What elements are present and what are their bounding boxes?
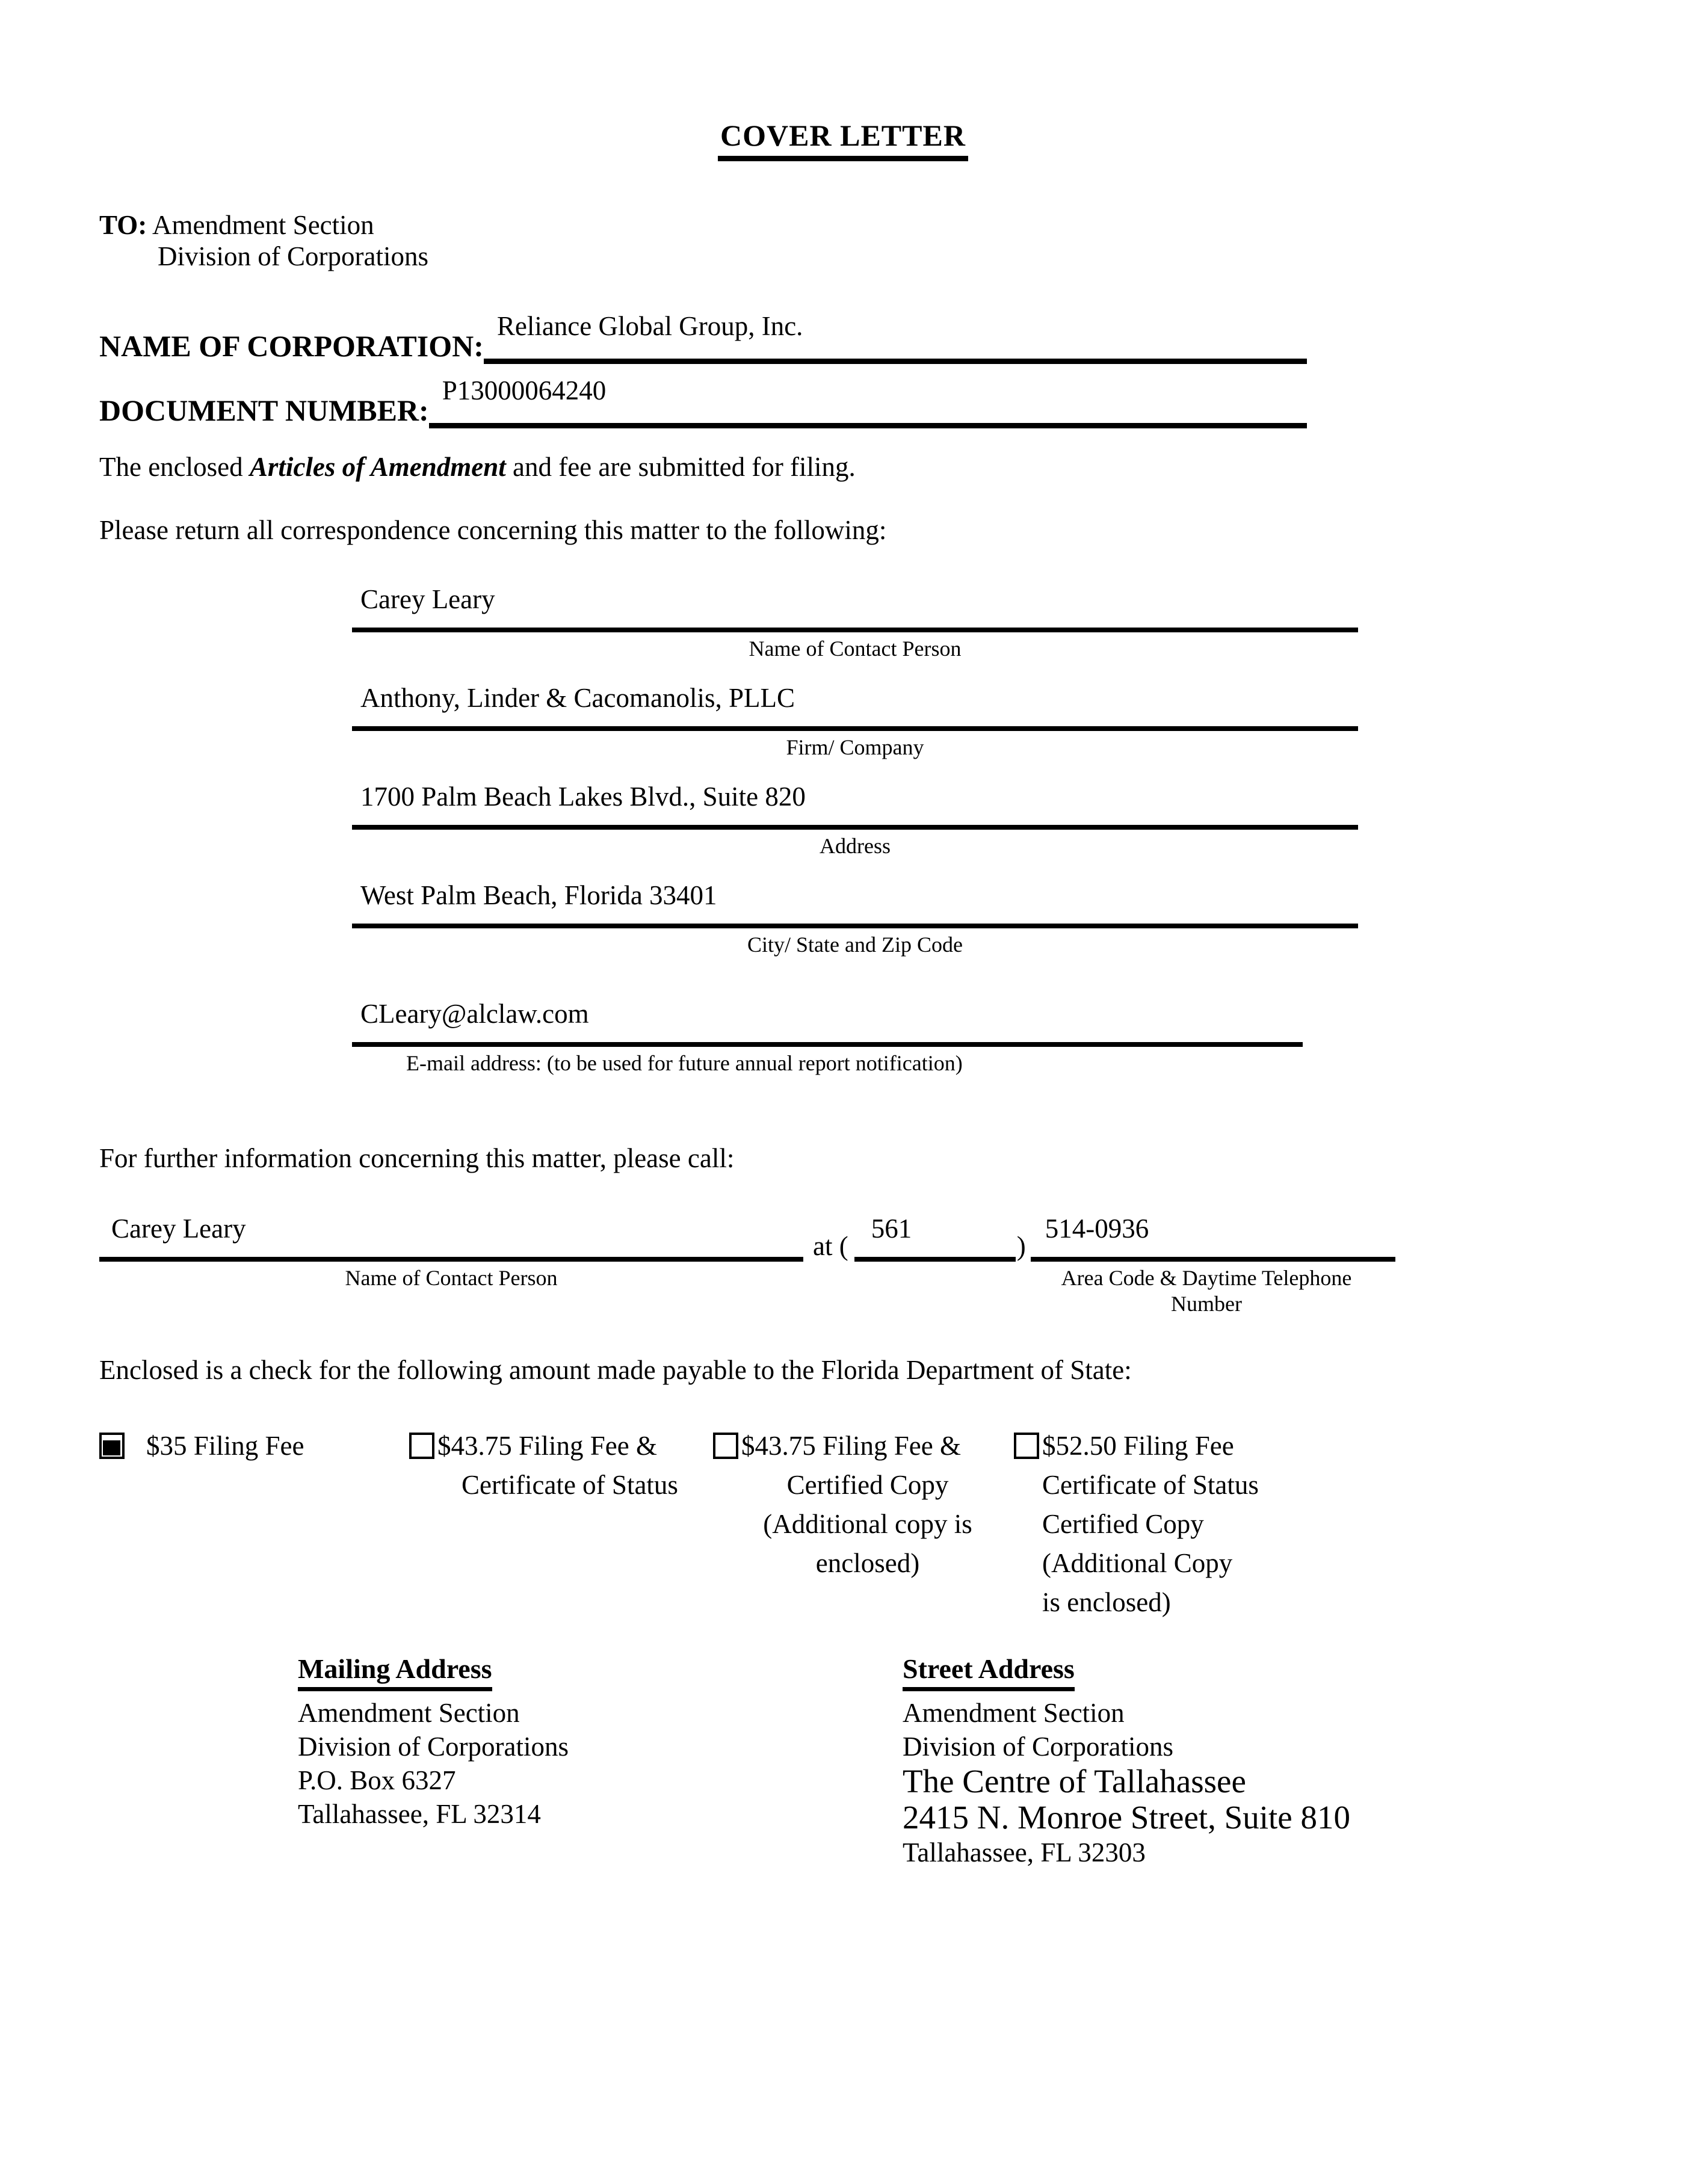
filing-fee-options bbox=[99, 1427, 1686, 1622]
fee-4375-copy-label-line4: enclosed) bbox=[815, 1548, 920, 1578]
document-number-row bbox=[99, 375, 1307, 428]
address-value: 1700 Palm Beach Lakes Blvd., Suite 820 bbox=[360, 782, 806, 812]
phone-paren-close: ) bbox=[1016, 1231, 1026, 1261]
city-state-zip-value: West Palm Beach, Florida 33401 bbox=[360, 880, 717, 910]
phone-number-label: Area Code & Daytime Telephone Number bbox=[1061, 1266, 1352, 1316]
page-title: COVER LETTER bbox=[718, 118, 968, 161]
to-label: TO: bbox=[99, 210, 147, 240]
phone-contact-person-label: Name of Contact Person bbox=[345, 1266, 558, 1290]
contact-person-label: Name of Contact Person bbox=[749, 637, 962, 661]
street-address-heading: Street Address bbox=[903, 1652, 1075, 1691]
city-state-zip-field[interactable] bbox=[352, 880, 1358, 928]
enclosed-post: and fee are submitted for filing. bbox=[505, 452, 856, 482]
email-field-block bbox=[352, 998, 1303, 1076]
fee-4375-copy-label-line3: (Additional copy is bbox=[763, 1509, 972, 1539]
corporation-name-field[interactable] bbox=[484, 310, 1307, 364]
fee-4375-copy-label-line1: $43.75 Filing Fee & bbox=[741, 1431, 962, 1461]
fee-option-4375-status bbox=[409, 1427, 713, 1622]
fee-4375-copy-label-line2: Certified Copy bbox=[786, 1470, 949, 1500]
fee-4375-copy-checkbox[interactable] bbox=[713, 1433, 738, 1459]
fee-5250-label-line2: Certificate of Status bbox=[1042, 1470, 1259, 1500]
contact-person-field[interactable] bbox=[352, 584, 1358, 632]
street-address-line2: Division of Corporations bbox=[903, 1732, 1173, 1762]
fee-option-5250 bbox=[1014, 1427, 1399, 1622]
document-number-field[interactable] bbox=[429, 375, 1307, 428]
corporation-name-row bbox=[99, 310, 1307, 364]
enclosed-paragraph bbox=[99, 451, 1686, 483]
address-label: Address bbox=[820, 834, 891, 858]
mailing-address-line2: Division of Corporations bbox=[298, 1732, 569, 1762]
to-recipient-division: Division of Corporations bbox=[158, 241, 428, 271]
area-code-value: 561 bbox=[871, 1214, 912, 1244]
email-field[interactable] bbox=[352, 998, 1303, 1047]
to-block bbox=[99, 209, 1686, 272]
email-label: E-mail address: (to be used for future annual report notification) bbox=[406, 1051, 963, 1075]
fee-5250-label-line1: $52.50 Filing Fee bbox=[1042, 1431, 1234, 1461]
phone-row bbox=[99, 1213, 1686, 1262]
contact-person-field-block bbox=[352, 584, 1358, 662]
address-field[interactable] bbox=[352, 781, 1358, 830]
phone-section bbox=[99, 1213, 1686, 1317]
fee-4375-status-label-line1: $43.75 Filing Fee & bbox=[437, 1431, 658, 1461]
phone-number-value: 514-0936 bbox=[1045, 1214, 1149, 1244]
fee-option-35 bbox=[99, 1427, 409, 1622]
street-address-line4: 2415 N. Monroe Street, Suite 810 bbox=[903, 1799, 1350, 1836]
fee-35-label: $35 Filing Fee bbox=[146, 1431, 304, 1461]
contact-person-value: Carey Leary bbox=[360, 584, 495, 614]
firm-company-field[interactable] bbox=[352, 682, 1358, 731]
street-address-line5: Tallahassee, FL 32303 bbox=[903, 1837, 1146, 1868]
enclosed-pre: The enclosed bbox=[99, 452, 250, 482]
mailing-address-heading: Mailing Address bbox=[298, 1652, 492, 1691]
phone-contact-person-value: Carey Leary bbox=[111, 1214, 246, 1244]
firm-company-value: Anthony, Linder & Cacomanolis, PLLC bbox=[360, 683, 795, 713]
mailing-address-line4: Tallahassee, FL 32314 bbox=[298, 1799, 541, 1829]
address-field-block bbox=[352, 781, 1358, 859]
further-information-paragraph: For further information concerning this matter, please call: bbox=[99, 1143, 735, 1173]
street-address-block bbox=[903, 1652, 1444, 1869]
to-line-1 bbox=[99, 209, 1686, 241]
department-addresses bbox=[298, 1652, 1686, 1869]
fee-5250-label-line4: (Additional Copy bbox=[1042, 1548, 1233, 1578]
phone-number-field[interactable] bbox=[1031, 1213, 1395, 1262]
mailing-address-line1: Amendment Section bbox=[298, 1698, 520, 1728]
fee-5250-label-line5: is enclosed) bbox=[1042, 1587, 1171, 1617]
fee-5250-label-line3: Certified Copy bbox=[1042, 1509, 1204, 1539]
firm-company-label: Firm/ Company bbox=[786, 735, 924, 759]
city-state-zip-field-block bbox=[352, 880, 1358, 958]
document-number-label: DOCUMENT NUMBER: bbox=[99, 393, 429, 427]
fee-option-4375-copy bbox=[713, 1427, 1014, 1622]
return-correspondence-paragraph: Please return all correspondence concerning this matter to the following: bbox=[99, 515, 887, 545]
corporation-name-value: Reliance Global Group, Inc. bbox=[496, 311, 803, 341]
document-number-value: P13000064240 bbox=[442, 375, 607, 406]
phone-contact-person-field[interactable] bbox=[99, 1213, 803, 1262]
mailing-address-line3: P.O. Box 6327 bbox=[298, 1765, 456, 1795]
fee-5250-checkbox[interactable] bbox=[1014, 1433, 1039, 1459]
area-code-field[interactable] bbox=[854, 1213, 1016, 1262]
email-value: CLeary@alclaw.com bbox=[360, 999, 589, 1029]
to-recipient-section: Amendment Section bbox=[152, 210, 374, 240]
phone-at-text: at ( bbox=[813, 1231, 848, 1261]
street-address-line3: The Centre of Tallahassee bbox=[903, 1763, 1246, 1800]
street-address-line1: Amendment Section bbox=[903, 1698, 1125, 1728]
mailing-address-block bbox=[298, 1652, 722, 1869]
enclosed-check-paragraph: Enclosed is a check for the following amount made payable to the Florida Department of State: bbox=[99, 1355, 1132, 1385]
corporation-name-label: NAME OF CORPORATION: bbox=[99, 329, 484, 363]
phone-labels-row bbox=[99, 1262, 1686, 1317]
city-state-zip-label: City/ State and Zip Code bbox=[747, 933, 963, 957]
fee-35-checkbox[interactable] bbox=[99, 1433, 125, 1459]
fee-4375-status-label-line2: Certificate of Status bbox=[462, 1470, 678, 1500]
enclosed-document-title: Articles of Amendment bbox=[249, 452, 506, 482]
fee-4375-status-checkbox[interactable] bbox=[409, 1433, 434, 1459]
firm-company-field-block bbox=[352, 682, 1358, 760]
